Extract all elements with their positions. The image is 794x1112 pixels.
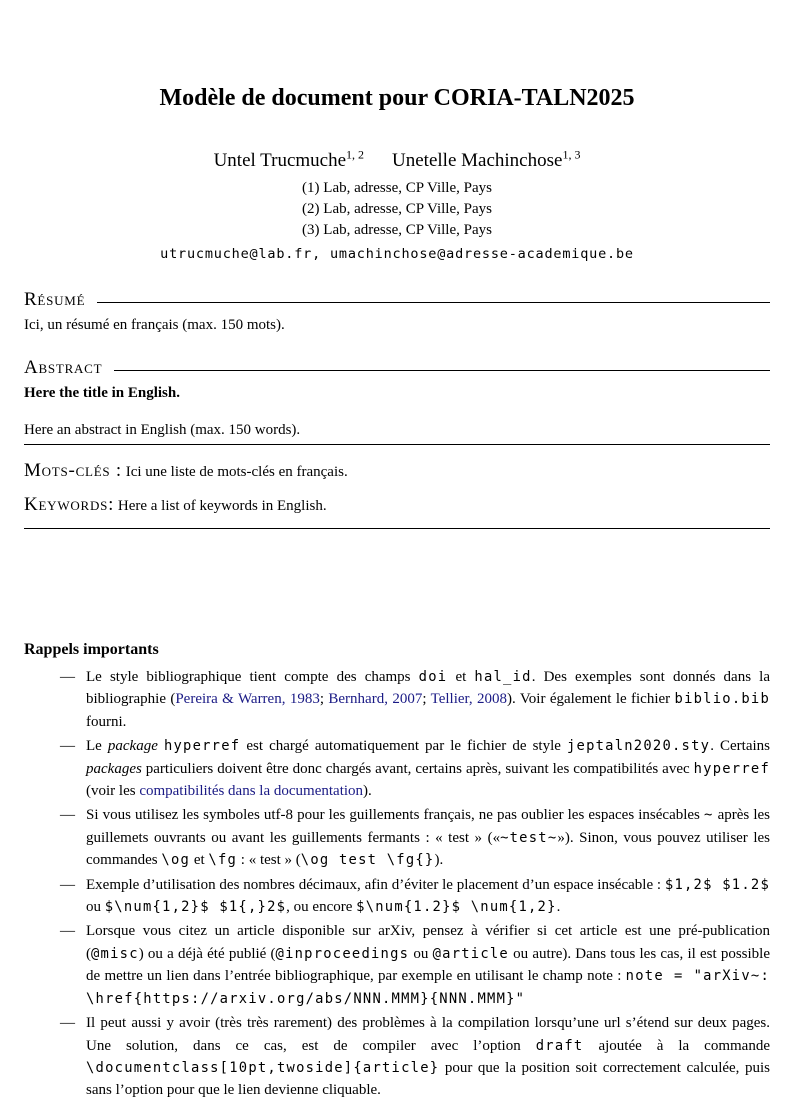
item-dash: — [60,669,75,685]
author-name: Untel Trucmuche$^{1, 2}$ [213,147,365,171]
keywords-text: Here a list of keywords in English. [117,498,327,514]
author-emails: utrucmuche@lab.fr, umachinchose@adresse-academique.be [160,246,634,262]
list-item [24,920,770,1010]
hyperlink[interactable]: compatibilités dans la documentation [139,783,364,800]
item-dash: — [60,1015,75,1032]
abstract-section-header [24,357,770,379]
list-item-text: Exemple d’utilisation des nombres décimaux, afin d’éviter le placement d’un espace insécable : $1,2$ $1.2$ ou $\num{1,2}$ $1{,}2$, ou encore $\num{1.2}$ \num{1,2}. [86,876,770,916]
item-dash: — [60,738,75,755]
item-dash: — [60,807,75,824]
item-dash: — [60,876,75,893]
author-name: Unetelle Machinchose$^{1, 3}$ [392,147,581,171]
list-item-text: Le style bibliographique tient compte des champs doi et hal_id. Des exemples sont donnés dans la bibliographie (Pereira & Warren, 1983; Bernhard, 2007; Tellier, 2008). Voir également le fichier biblio.bib fourni. [86,669,771,730]
affiliation-line: (2) Lab, adresse, CP Ville, Pays [302,201,492,217]
resume-rule [97,302,770,303]
abstract-block-bottom-rule [24,528,770,529]
authors-line [24,147,770,172]
list-item [24,804,770,871]
affiliations-block [24,178,770,241]
page-title: Modèle de document pour CORIA-TALN2025 [159,85,635,111]
motscles-row [24,460,770,483]
english-title: Here the title in English. [24,385,180,401]
list-item-text: Le package hyperref est chargé automatiquement par le fichier de style jeptaln2020.sty. Certains packages particuliers doivent être donc chargés avant, certains après, suivant les compatibilités avec hyperref (voir les compatibilités dans la documentation). [86,738,770,800]
hyperlink[interactable]: Pereira & Warren, 1983 [175,691,320,708]
abstract-label: Abstract [24,357,103,378]
affiliation-line: (1) Lab, adresse, CP Ville, Pays [302,180,492,196]
hyperlink[interactable]: Tellier, 2008 [430,691,508,708]
affiliation-line: (3) Lab, adresse, CP Ville, Pays [302,222,492,238]
resume-text: Ici, un résumé en français (max. 150 mots). [24,317,285,333]
author-affiliation-superscript: 1, 2 [346,147,365,162]
reminder-list [24,666,770,1102]
list-item-text: Lorsque vous citez un article disponible sur arXiv, pensez à vérifier si cet article est une pré-publication (@misc) ou a déjà été publié (@inproceedings ou @article ou autre). Dans tous les cas, il est possible de mettre un lien dans l’entrée bibliographique, par exemple en utilisant le champ note : note = "arXiv~: \href{https://arxiv.org/abs/NNN.MMM}{NNN.MMM}" [86,923,770,1007]
list-item [24,735,770,802]
abstract-text: Here an abstract in English (max. 150 words). [24,420,770,445]
list-item [24,666,770,733]
author-affiliation-superscript: 1, 3 [562,147,581,162]
list-item [24,874,770,919]
item-dash: — [60,923,75,940]
list-item-text: Il peut aussi y avoir (très très rarement) des problèmes à la compilation lorsqu’une url s’étend sur deux pages. Une solution, dans ce cas, est de compiler avec l’option draft ajoutée à la commande \documentclass[10pt,twoside]{article} pour que la position soit correctement calculée, puis sans l’option pour que le lien devienne cliquable. [86,1015,770,1099]
keywords-label: Keywords: [24,494,115,515]
motscles-label: Mots-clés : [24,460,122,481]
keywords-row [24,494,770,517]
reminders-heading: Rappels importants [24,641,159,658]
resume-label: Résumé [24,289,86,310]
motscles-text: Ici une liste de mots-clés en français. [125,464,348,480]
resume-section-header [24,289,770,311]
abstract-rule [114,370,770,371]
hyperlink[interactable]: Bernhard, 2007 [328,691,423,708]
list-item [24,1012,770,1102]
list-item-text: Si vous utilisez les symboles utf-8 pour les guillements français, ne pas oublier les espaces insécables ~ après les guillemets ouvrants ou avant les guillements fermants : « test » («~test~»). Sinon, vous pouvez utiliser les commandes \og et \fg : « test » (\og test \fg{}). [86,807,770,869]
